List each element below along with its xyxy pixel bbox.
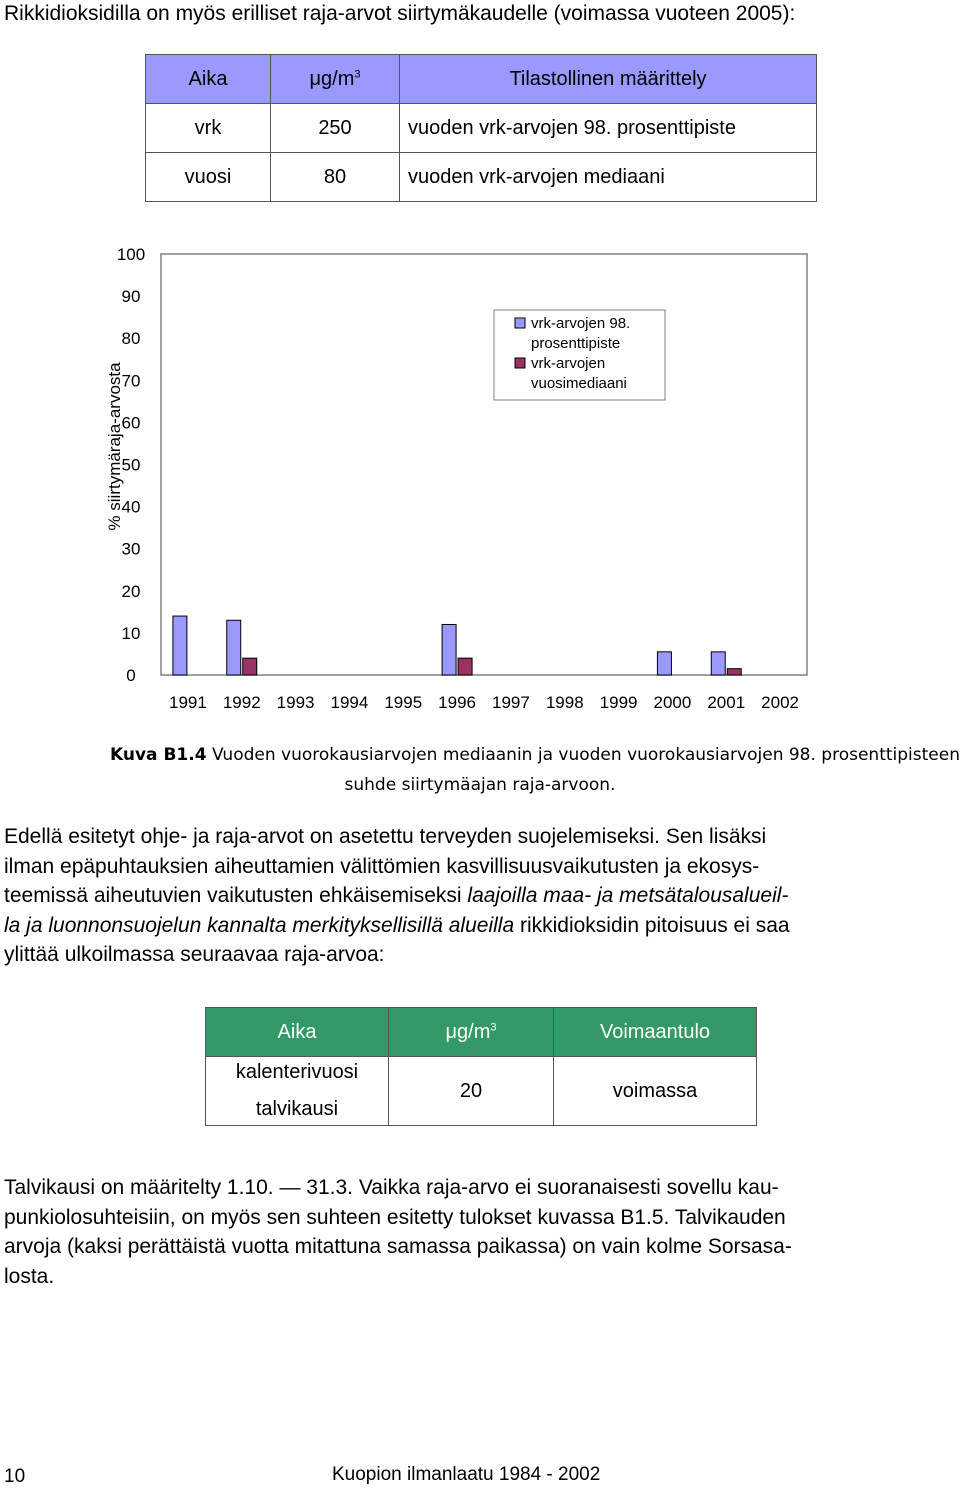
chart-bar	[227, 620, 241, 675]
chart-bar	[711, 652, 725, 675]
footer-title: Kuopion ilmanlaatu 1984 - 2002	[332, 1464, 601, 1485]
text-line: arvoja (kaksi perättäistä vuotta mitattuna samassa paikassa) on vain kolme Sorsasa-	[4, 1235, 792, 1258]
page-number: 10	[4, 1466, 26, 1487]
chart-bar	[458, 658, 472, 675]
text-line: Edellä esitetyt ohje- ja raja-arvot on asetettu terveyden suojelemiseksi. Sen lisäksi	[4, 825, 767, 848]
table-row	[206, 1057, 757, 1126]
chart-bar	[727, 669, 741, 675]
text-line: Talvikausi on määritelty 1.10. — 31.3. Vaikka raja-arvo ei suoranaisesti sovellu kau-	[4, 1176, 779, 1199]
text-line: losta.	[4, 1264, 55, 1288]
x-tick-label: 1999	[599, 693, 638, 712]
table-header-row	[206, 1008, 757, 1057]
x-tick-label: 1993	[276, 693, 315, 712]
bar-chart	[0, 238, 960, 718]
table-cell: vuosi	[146, 153, 271, 202]
y-tick-label: 40	[121, 497, 141, 517]
text-line: teemissä aiheutuvien vaikutusten ehkäisemiseksi laajoilla maa- ja metsätalousalueil-	[4, 884, 789, 907]
chart-bar	[243, 658, 257, 675]
paragraph-1	[4, 822, 954, 970]
legend-swatch	[515, 318, 525, 328]
table-cell: vuoden vrk-arvojen 98. prosenttipiste	[400, 104, 817, 153]
text-line: punkiolosuhteisiin, on myös sen suhteen esitetty tulokset kuvassa B1.5. Talvikauden	[4, 1205, 786, 1229]
time-kalenterivuosi: kalenterivuosi	[235, 1061, 359, 1083]
x-tick-label: 1991	[169, 693, 207, 712]
chart-bar	[173, 616, 187, 675]
y-tick-label: 100	[116, 245, 146, 264]
intro-text: Rikkidioksidilla on myös erilliset raja-arvot siirtymäkaudelle (voimassa vuoteen 2005):	[4, 2, 796, 25]
table-cell: vuoden vrk-arvojen mediaani	[400, 153, 817, 202]
y-tick-label: 70	[121, 371, 141, 391]
header-definition: Tilastollinen määrittely	[400, 55, 817, 104]
plot-area	[161, 254, 807, 675]
caption-line1: Vuoden vuorokausiarvojen mediaanin ja vuoden vuorokausiarvojen 98. prosenttipisteen	[211, 745, 960, 765]
chart-bar	[442, 624, 456, 675]
legend-label: vuosimediaani	[531, 375, 627, 392]
y-axis-label: % siirtymäraja-arvosta	[105, 362, 124, 531]
limit-value-table	[205, 1007, 757, 1126]
legend-swatch	[515, 358, 525, 368]
legend-label: vrk-arvojen 98.	[531, 315, 631, 332]
text-line: ylittää ulkoilmassa seuraavaa raja-arvoa:	[4, 943, 385, 966]
time-talvikausi: talvikausi	[255, 1098, 339, 1120]
y-tick-label: 10	[121, 623, 141, 643]
text-line: ilman epäpuhtauksien aiheuttamien välittömien kasvillisuusvaikutusten ja ekosys-	[4, 854, 760, 878]
header-aika: Aika	[206, 1008, 389, 1057]
table-cell: 80	[271, 153, 400, 202]
y-tick-label: 90	[121, 287, 141, 307]
y-tick-label: 20	[121, 581, 141, 601]
table-row	[146, 104, 817, 153]
table-row	[146, 153, 817, 202]
legend-label: prosenttipiste	[531, 335, 621, 352]
x-tick-label: 2000	[653, 693, 692, 712]
header-unit: $\mu g/m^3$	[271, 55, 400, 104]
x-tick-label: 1997	[492, 693, 530, 712]
chart-bar	[657, 652, 671, 675]
transition-limit-table	[145, 54, 817, 202]
caption-prefix: Kuva B1.4	[110, 745, 207, 765]
table-cell: vrk	[146, 104, 271, 153]
text-line: la ja luonnonsuojelun kannalta merkityksellisillä alueilla rikkidioksidin pitoisuus ei saa	[4, 913, 790, 937]
x-tick-label: 1994	[330, 693, 369, 712]
caption-line2: suhde siirtymäajan raja-arvoon.	[344, 775, 616, 795]
y-tick-label: 60	[121, 413, 141, 433]
y-tick-label: 0	[126, 666, 136, 685]
x-tick-label: 2002	[761, 693, 799, 712]
x-tick-label: 1998	[545, 693, 584, 712]
x-tick-label: 1996	[438, 693, 476, 712]
header-aika: Aika	[146, 55, 271, 104]
table-cell: 20	[389, 1057, 554, 1126]
y-tick-label: 50	[121, 455, 141, 475]
legend-label: vrk-arvojen	[531, 355, 606, 372]
y-tick-label: 80	[121, 329, 141, 349]
x-tick-label: 1995	[384, 693, 423, 712]
paragraph-2	[4, 1173, 954, 1291]
y-tick-label: 30	[121, 539, 141, 559]
table-cell: 250	[271, 104, 400, 153]
header-voimaantulo: Voimaantulo	[554, 1008, 757, 1057]
header-unit: $\mu g/m^3$	[389, 1008, 554, 1057]
table-header-row	[146, 55, 817, 104]
x-tick-label: 2001	[707, 693, 746, 712]
x-tick-label: 1992	[222, 693, 261, 712]
table-cell: voimassa	[554, 1057, 757, 1126]
figure-caption	[4, 745, 960, 765]
table-cell	[206, 1057, 389, 1126]
